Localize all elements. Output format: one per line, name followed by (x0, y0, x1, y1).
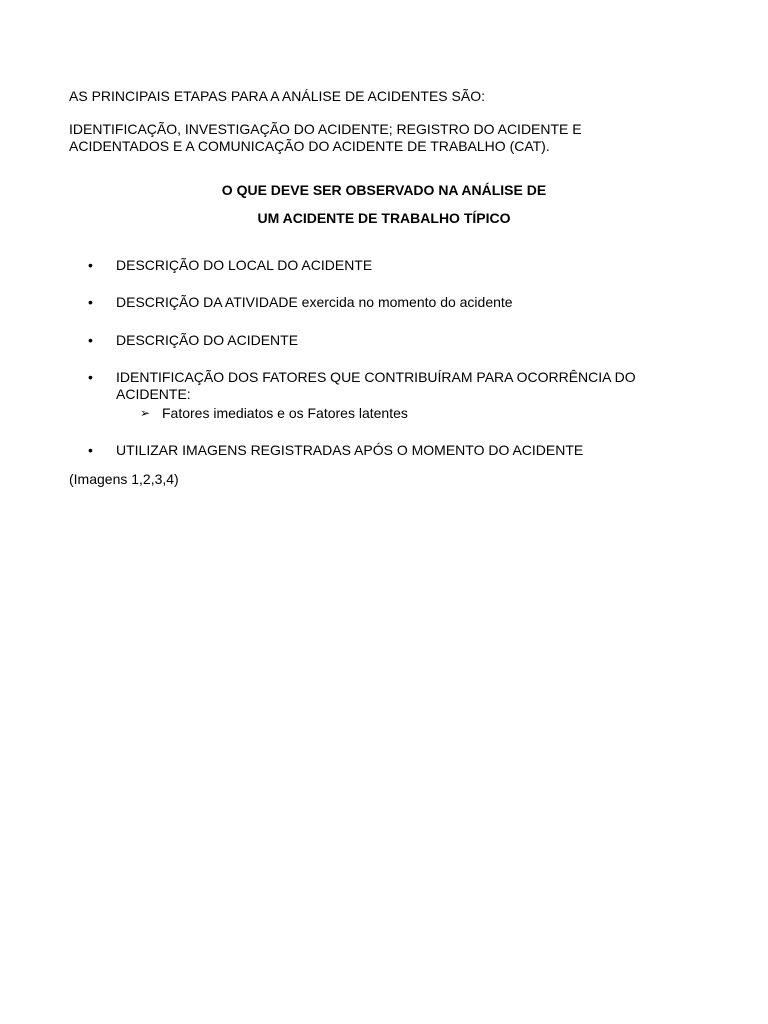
list-item-rest: exercida no momento do acidente (297, 294, 513, 310)
bullet-icon: • (88, 257, 93, 273)
section-title-line-2: UM ACIDENTE DE TRABALHO TÍPICO (257, 210, 511, 226)
list-item-text: DESCRIÇÃO DO LOCAL DO ACIDENTE (116, 257, 373, 273)
section-title-line-1: O QUE DEVE SER OBSERVADO NA ANÁLISE DE (221, 182, 547, 198)
list-item-text: IDENTIFICAÇÃO DOS FATORES QUE CONTRIBUÍRAM PARA OCORRÊNCIA DO (116, 369, 636, 385)
sub-list-item-text: Fatores imediatos e os Fatores latentes (162, 405, 408, 421)
bullet-icon: • (88, 369, 93, 385)
list-item-caps: DESCRIÇÃO DA ATIVIDADE (116, 294, 298, 310)
list-item-text: DESCRIÇÃO DO ACIDENTE (116, 332, 299, 348)
steps-line-2: ACIDENTADOS E A COMUNICAÇÃO DO ACIDENTE DE TRABALHO (CAT). (69, 138, 550, 154)
arrow-bullet-icon: ➢ (140, 406, 151, 420)
list-item-text: UTILIZAR IMAGENS REGISTRADAS APÓS O MOMENTO DO ACIDENTE (116, 442, 584, 458)
bullet-icon: • (88, 442, 93, 458)
images-note: (Imagens 1,2,3,4) (69, 471, 179, 487)
bullet-icon: • (88, 294, 93, 310)
steps-line-1: IDENTIFICAÇÃO, INVESTIGAÇÃO DO ACIDENTE; REGISTRO DO ACIDENTE E (69, 121, 582, 137)
list-item-text-line-2: ACIDENTE: (116, 386, 191, 402)
list-item-text (116, 294, 706, 311)
bullet-icon: • (88, 332, 93, 348)
steps-heading: AS PRINCIPAIS ETAPAS PARA A ANÁLISE DE ACIDENTES SÃO: (69, 88, 485, 104)
